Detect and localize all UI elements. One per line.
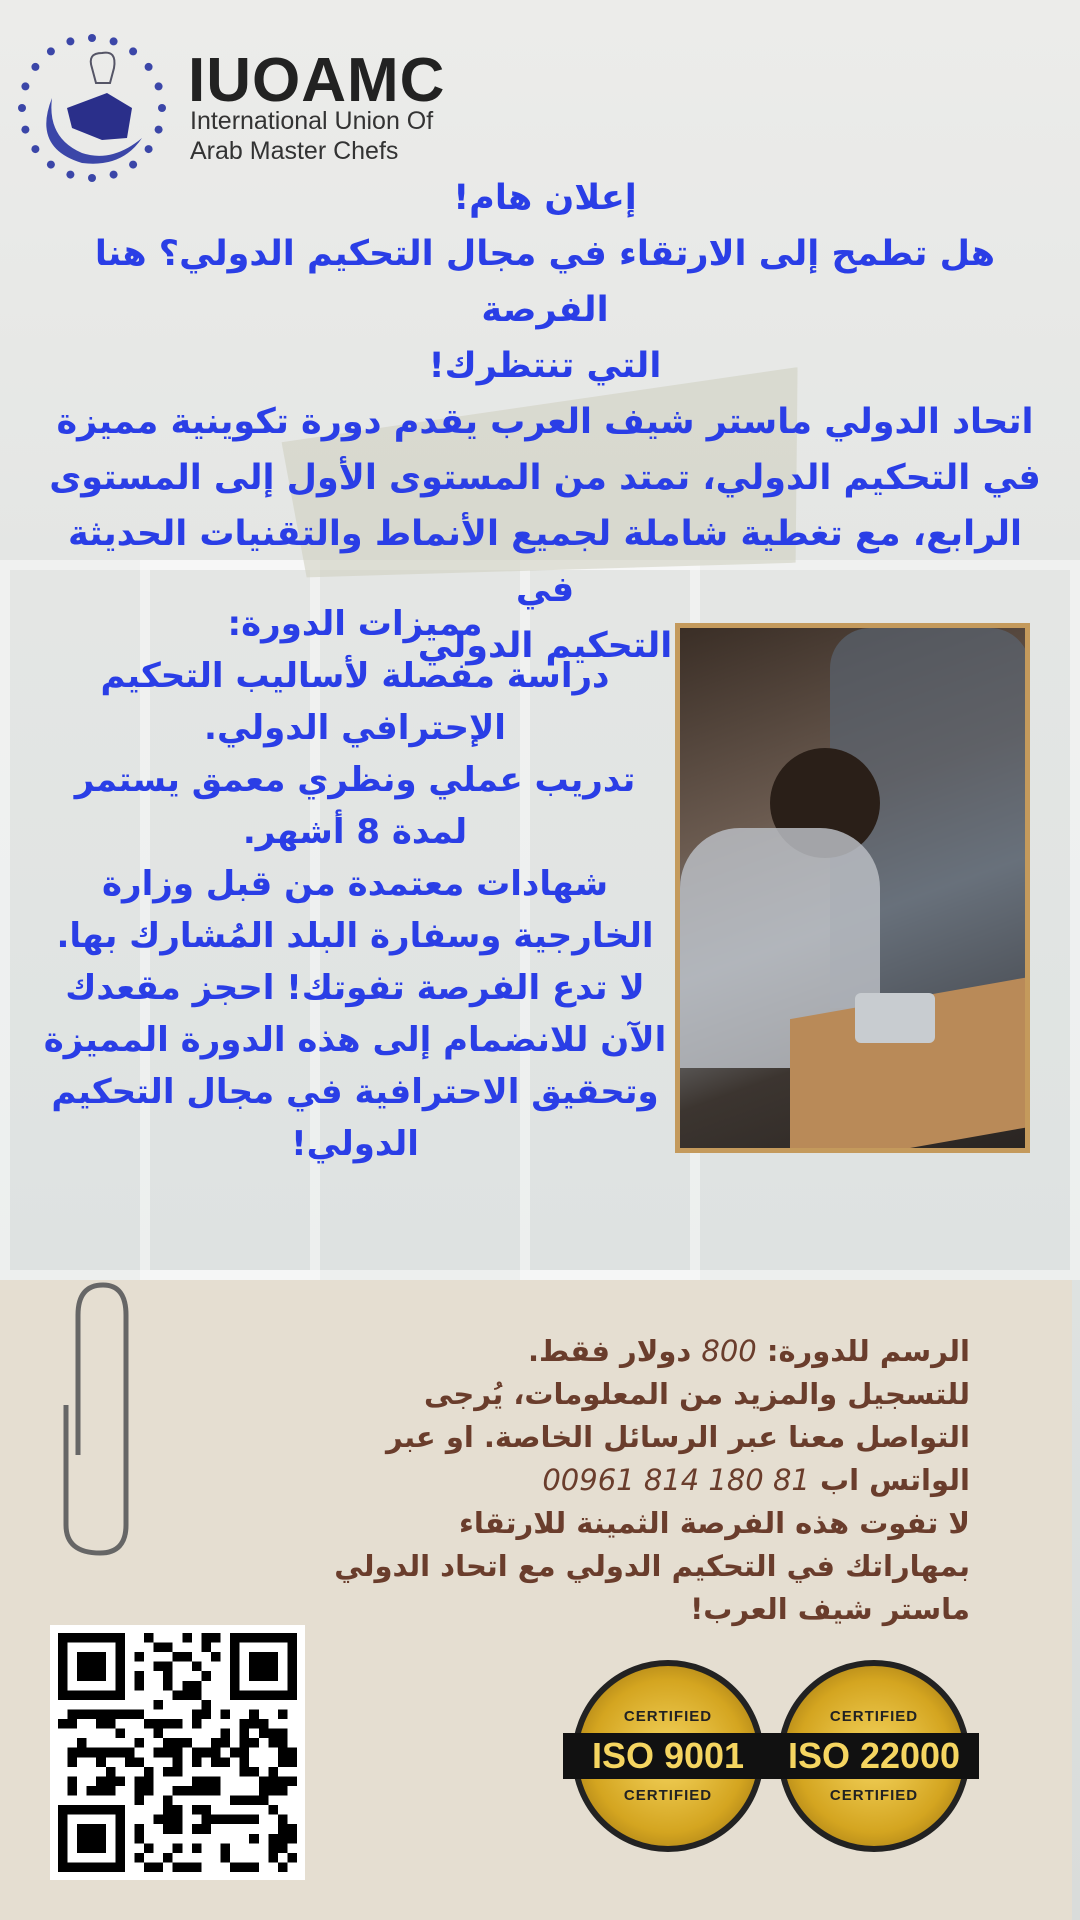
badge-top-text: CERTIFIED — [829, 1708, 919, 1725]
badge-bottom-text: CERTIFIED — [829, 1787, 919, 1804]
fee-amount: 800 — [701, 1334, 757, 1368]
badge-label: ISO 22000 — [769, 1733, 979, 1779]
iso-9001-badge — [572, 1660, 764, 1852]
chefs-photo — [675, 623, 1030, 1153]
whatsapp-label: الواتس اب — [819, 1463, 970, 1497]
headline-line: التي تنتظرك! — [428, 346, 662, 386]
course-features — [30, 598, 680, 1170]
features-line: وتحقيق الاحترافية في مجال التحكيم — [51, 1072, 659, 1112]
headline-line: الرابع، مع تغطية شاملة لجميع الأنماط والتقنيات الحديثة في — [67, 514, 1023, 610]
fee-prefix: الرسم للدورة: — [766, 1334, 970, 1368]
fee-suffix: دولار فقط. — [528, 1334, 692, 1368]
headline-line: في التحكيم الدولي، تمتد من المستوى الأول إلى المستوى — [49, 458, 1041, 498]
qr-code[interactable] — [50, 1625, 305, 1880]
features-line: الإحترافي الدولي. — [204, 708, 506, 748]
info-line: التواصل معنا عبر الرسائل الخاصة. او عبر — [386, 1420, 970, 1454]
features-line: لمدة 8 أشهر. — [242, 812, 468, 852]
pricing-contact-info — [280, 1330, 970, 1631]
iuoamc-emblem-logo — [12, 28, 172, 188]
features-line: لا تدع الفرصة تفوتك! احجز مقعدك — [65, 968, 645, 1008]
features-line: مميزات الدورة: — [227, 604, 483, 644]
info-line: للتسجيل والمزيد من المعلومات، يُرجى — [424, 1377, 970, 1411]
badge-bottom-text: CERTIFIED — [623, 1787, 713, 1804]
brand-acronym: IUOAMC — [188, 46, 446, 115]
features-line: تدريب عملي ونظري معمق يستمر — [74, 760, 636, 800]
info-line: ماستر شيف العرب! — [690, 1592, 970, 1626]
features-line: دراسة مفصلة لأساليب التحكيم — [100, 656, 610, 696]
badge-label: ISO 9001 — [563, 1733, 773, 1779]
features-line: الدولي! — [291, 1124, 419, 1164]
headline-line: التحكيم الدولي — [417, 626, 673, 666]
headline-line: إعلان هام! — [453, 178, 637, 218]
info-line: لا تفوت هذه الفرصة الثمينة للارتقاء — [459, 1506, 970, 1540]
info-line: بمهاراتك في التحكيم الدولي مع اتحاد الدولي — [334, 1549, 970, 1583]
badge-top-text: CERTIFIED — [623, 1708, 713, 1725]
headline-line: هل تطمح إلى الارتقاء في مجال التحكيم الدولي؟ هنا الفرصة — [94, 234, 996, 330]
paperclip-icon — [58, 1275, 138, 1560]
features-line: الآن للانضمام إلى هذه الدورة المميزة — [43, 1020, 667, 1060]
headline-line: اتحاد الدولي ماستر شيف العرب يقدم دورة تكوينية مميزة — [56, 402, 1034, 442]
features-line: شهادات معتمدة من قبل وزارة — [101, 864, 609, 904]
brand-line-1: International Union Of — [190, 107, 434, 135]
features-line: الخارجية وسفارة البلد المُشارك بها. — [56, 916, 654, 956]
phone-number[interactable]: 00961 814 180 81 — [542, 1463, 810, 1497]
iso-22000-badge — [778, 1660, 970, 1852]
brand-line-2: Arab Master Chefs — [190, 137, 399, 165]
